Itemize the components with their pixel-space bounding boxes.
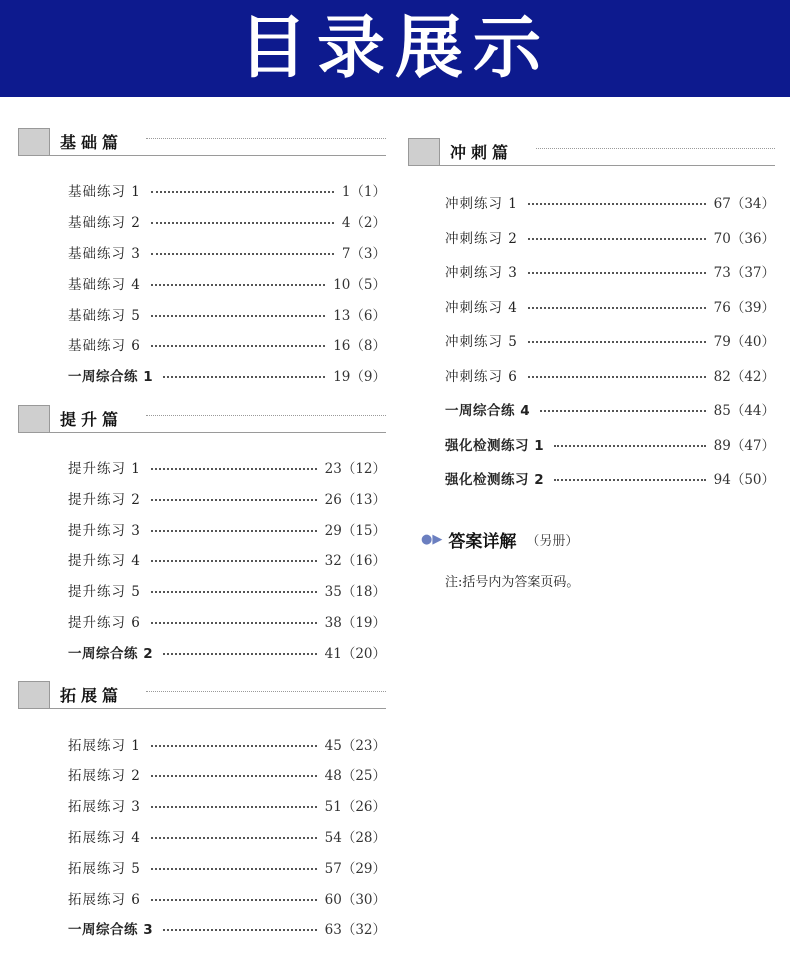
entry-page: 48（25） (324, 768, 386, 785)
entry-label: 强化检测练习 1 (445, 437, 545, 454)
dot-leader (528, 272, 706, 274)
entry-page: 38（19） (324, 614, 386, 631)
toc-entry (18, 575, 386, 606)
entry-label: 冲刺练习 1 (445, 196, 518, 213)
entry-label: 基础练习 6 (68, 338, 141, 355)
toc-entry (18, 513, 386, 544)
toc-entry (18, 267, 386, 298)
toc-entry (18, 759, 386, 790)
entry-label: 冲刺练习 4 (445, 299, 518, 316)
entry-page: 19（9） (333, 369, 386, 386)
entry-page: 76（39） (713, 299, 775, 316)
entry-page: 63（32） (324, 922, 386, 939)
dot-leader (163, 929, 317, 931)
dot-leader (528, 341, 706, 343)
toc-entry (18, 360, 386, 391)
entry-label: 拓展练习 2 (68, 768, 141, 785)
section-header (18, 403, 386, 435)
entry-label: 基础练习 5 (68, 307, 141, 324)
page-title: 目录展示 (238, 8, 551, 88)
entry-page: 73（37） (713, 265, 775, 282)
toc-entry (408, 358, 775, 393)
dot-leader (151, 345, 325, 347)
toc-list (408, 185, 775, 496)
entry-page: 94（50） (713, 472, 775, 489)
divider (536, 148, 775, 149)
footnote: 注:括号内为答案页码。 (445, 575, 580, 590)
entry-page: 35（18） (324, 584, 386, 601)
divider (408, 165, 775, 166)
section-header (18, 679, 386, 711)
entry-page: 32（16） (324, 553, 386, 570)
toc-list (18, 728, 386, 944)
answer-section (421, 527, 578, 552)
entry-label: 基础练习 1 (68, 184, 141, 201)
entry-page: 7（3） (341, 245, 386, 262)
entry-page: 57（29） (324, 860, 386, 877)
section-box-icon (408, 138, 440, 166)
entry-label: 强化检测练习 2 (445, 472, 545, 489)
divider (146, 415, 386, 416)
toc-entry (408, 392, 775, 427)
dot-leader (540, 410, 706, 412)
toc-entry (18, 544, 386, 575)
entry-page: 10（5） (333, 276, 386, 293)
dot-leader (528, 238, 706, 240)
toc-entry (18, 821, 386, 852)
toc-entry (408, 220, 775, 255)
entry-label: 提升练习 2 (68, 491, 141, 508)
entry-label: 提升练习 6 (68, 614, 141, 631)
dot-leader (151, 499, 317, 501)
section-header (18, 126, 386, 158)
toc-entry (18, 851, 386, 882)
toc-entry (408, 461, 775, 496)
section-title: 冲刺篇 (450, 143, 514, 162)
entry-page: 79（40） (713, 334, 775, 351)
dot-leader (528, 203, 706, 205)
entry-label: 冲刺练习 6 (445, 368, 518, 385)
dot-leader (151, 868, 317, 870)
dot-leader (554, 445, 706, 447)
toc-entry (18, 790, 386, 821)
section-title: 基础篇 (60, 133, 124, 152)
entry-label: 提升练习 4 (68, 553, 141, 570)
entry-page: 26（13） (324, 491, 386, 508)
entry-page: 60（30） (324, 891, 386, 908)
toc-entry (408, 427, 775, 462)
toc-entry (18, 482, 386, 513)
dot-leader (151, 468, 317, 470)
entry-page: 16（8） (333, 338, 386, 355)
entry-label: 拓展练习 6 (68, 891, 141, 908)
dot-leader (151, 837, 317, 839)
entry-label: 一周综合练 4 (445, 403, 531, 420)
dot-leader (151, 745, 317, 747)
entry-label: 冲刺练习 3 (445, 265, 518, 282)
dot-leader (151, 560, 317, 562)
toc-entry (408, 185, 775, 220)
entry-label: 拓展练习 1 (68, 737, 141, 754)
entry-page: 45（23） (324, 737, 386, 754)
divider (18, 432, 386, 433)
section-header (408, 136, 775, 168)
entry-page: 85（44） (713, 403, 775, 420)
dot-leader (151, 591, 317, 593)
entry-page: 67（34） (713, 196, 775, 213)
arrow-bullet-icon: ●▶ (421, 532, 443, 547)
entry-label: 拓展练习 4 (68, 829, 141, 846)
header-banner (0, 0, 790, 97)
dot-leader (163, 653, 317, 655)
entry-label: 拓展练习 5 (68, 860, 141, 877)
entry-page: 13（6） (333, 307, 386, 324)
dot-leader (554, 479, 706, 481)
entry-page: 1（1） (341, 184, 386, 201)
entry-page: 54（28） (324, 829, 386, 846)
toc-entry (18, 452, 386, 483)
entry-label: 一周综合练 3 (68, 922, 154, 939)
entry-label: 冲刺练习 2 (445, 230, 518, 247)
entry-label: 提升练习 5 (68, 584, 141, 601)
section-box-icon (18, 405, 50, 433)
entry-page: 4（2） (341, 215, 386, 232)
entry-page: 70（36） (713, 230, 775, 247)
dot-leader (151, 899, 317, 901)
toc-entry (18, 913, 386, 944)
toc-column-left (18, 126, 386, 956)
dot-leader (151, 222, 334, 224)
dot-leader (151, 775, 317, 777)
toc-entry (18, 606, 386, 637)
entry-label: 一周综合练 1 (68, 369, 154, 386)
entry-label: 基础练习 2 (68, 215, 141, 232)
dot-leader (528, 376, 706, 378)
entry-label: 提升练习 3 (68, 522, 141, 539)
toc-list (18, 452, 386, 668)
section-title: 拓展篇 (60, 686, 124, 706)
toc-entry (18, 298, 386, 329)
entry-page: 23（12） (324, 460, 386, 477)
dot-leader (151, 622, 317, 624)
toc-column-right (408, 136, 775, 508)
divider (18, 708, 386, 709)
toc-entry (18, 175, 386, 206)
toc-entry (18, 728, 386, 759)
dot-leader (151, 191, 334, 193)
toc-entry (18, 882, 386, 913)
toc-entry (18, 237, 386, 268)
toc-entry (18, 329, 386, 360)
entry-page: 82（42） (713, 368, 775, 385)
toc-entry (408, 289, 775, 324)
entry-label: 基础练习 3 (68, 245, 141, 262)
dot-leader (163, 376, 325, 378)
divider (18, 155, 386, 156)
divider (146, 691, 386, 692)
dot-leader (151, 315, 325, 317)
entry-label: 拓展练习 3 (68, 799, 141, 816)
section-box-icon (18, 681, 50, 709)
toc-entry (408, 323, 775, 358)
entry-label: 基础练习 4 (68, 276, 141, 293)
divider (146, 138, 386, 139)
entry-page: 41（20） (324, 645, 386, 662)
entry-page: 29（15） (324, 522, 386, 539)
section-title: 提升篇 (60, 409, 124, 429)
entry-page: 51（26） (324, 799, 386, 816)
dot-leader (528, 307, 706, 309)
dot-leader (151, 806, 317, 808)
toc-entry (408, 254, 775, 289)
dot-leader (151, 530, 317, 532)
dot-leader (151, 284, 325, 286)
answer-title: 答案详解 (448, 532, 517, 552)
entry-label: 提升练习 1 (68, 460, 141, 477)
section-box-icon (18, 128, 50, 156)
entry-page: 89（47） (713, 437, 775, 454)
entry-label: 一周综合练 2 (68, 645, 154, 662)
dot-leader (151, 253, 334, 255)
toc-list (18, 175, 386, 391)
answer-note: （另册） (526, 534, 579, 549)
entry-label: 冲刺练习 5 (445, 334, 518, 351)
toc-entry (18, 636, 386, 667)
toc-entry (18, 206, 386, 237)
